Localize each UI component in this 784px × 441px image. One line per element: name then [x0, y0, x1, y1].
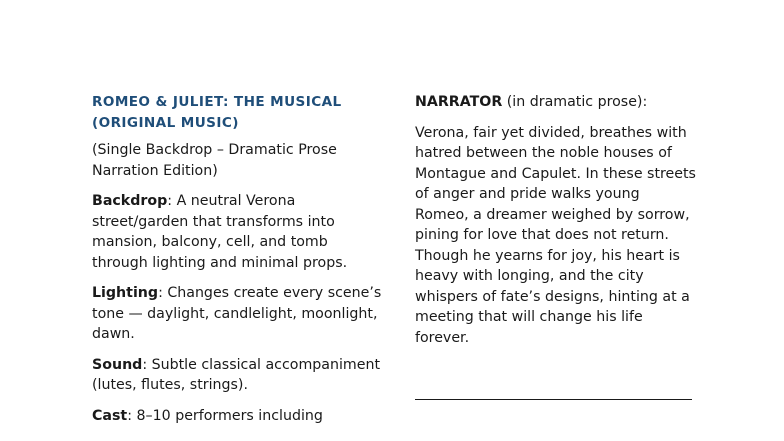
- edition-subtitle: (Single Backdrop – Dramatic Prose Narration Edition): [92, 142, 337, 179]
- narrator-label: NARRATOR: [415, 94, 503, 110]
- backdrop-text: : A neutral Verona street/garden that transforms into mansion, balcony, cell, and tomb through lighting and minimal props.: [92, 193, 348, 271]
- narrator-direction: (in dramatic prose):: [502, 94, 648, 110]
- cast-section: [92, 406, 382, 427]
- right-column: [415, 92, 697, 358]
- backdrop-section: [92, 191, 382, 273]
- lighting-text: : Changes create every scene’s tone — daylight, candlelight, moonlight, dawn.: [92, 285, 382, 342]
- cast-label: Cast: [92, 407, 128, 424]
- sound-label: Sound: [92, 356, 143, 373]
- document-title: ROMEO & JULIET: THE MUSICAL (ORIGINAL MUSIC): [92, 94, 342, 131]
- sound-text: : Subtle classical accompaniment (lutes, flutes, strings).: [92, 356, 381, 393]
- left-column: [92, 92, 382, 436]
- narration-text: Verona, fair yet divided, breathes with hatred between the noble houses of Montague and Capulet. In these streets of anger and pride walks young Romeo, a dreamer weighed by sorrow, pining for love that does not return. Though he yearns for joy, his heart is heavy with longing, and the city whispers of fate’s designs, hinting at a meeting that will change his life forever.: [415, 124, 696, 346]
- narrator-heading: [415, 92, 697, 113]
- lighting-label: Lighting: [92, 285, 159, 301]
- lighting-section: [92, 283, 382, 345]
- sound-section: [92, 355, 382, 396]
- backdrop-label: Backdrop: [92, 193, 168, 209]
- cast-text: : 8–10 performers including: [127, 407, 323, 424]
- section-divider: [415, 399, 692, 400]
